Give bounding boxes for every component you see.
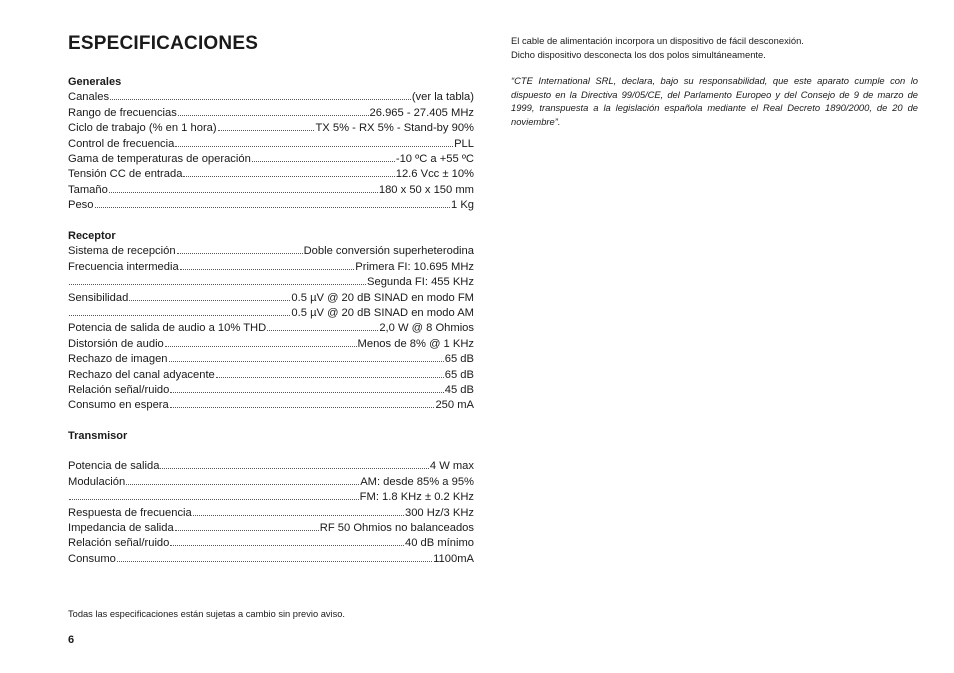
spec-label: Potencia de salida xyxy=(68,460,160,473)
spec-row xyxy=(68,459,474,474)
spec-row xyxy=(68,275,474,290)
conformity-declaration: “CTE International SRL, declara, bajo su responsabilidad, que este aparato cumple con lo dispuesto en la Directiva 99/05/CE, del Parlamento Europeo y del Consejo de 9 de marzo de 1999, transpuesta a la legislación española mediante el Real Decreto 1890/2000, de 20 de noviembre”. xyxy=(511,75,918,127)
spec-value: RF 50 Ohmios no balanceados xyxy=(319,521,474,534)
dot-leader xyxy=(170,545,404,546)
spec-row xyxy=(68,490,474,505)
spec-row xyxy=(68,152,474,167)
spec-row xyxy=(68,536,474,551)
spec-row xyxy=(68,321,474,336)
section-heading-generales: Generales xyxy=(68,76,122,88)
dot-leader xyxy=(218,130,315,131)
spec-row xyxy=(68,506,474,521)
dot-leader xyxy=(126,484,359,485)
spec-label: Potencia de salida de audio a 10% THD xyxy=(68,322,267,335)
spec-label: Control de frecuencia xyxy=(68,137,175,150)
spec-label: Relación señal/ruido xyxy=(68,383,170,396)
spec-value: 0.5 µV @ 20 dB SINAD en modo FM xyxy=(291,291,474,304)
dot-leader xyxy=(177,253,303,254)
spec-value: 65 dB xyxy=(444,353,474,366)
section-generales xyxy=(68,75,474,214)
dot-leader xyxy=(129,300,290,301)
spec-row xyxy=(68,198,474,213)
dot-leader xyxy=(193,515,404,516)
dot-leader xyxy=(170,407,435,408)
spec-row xyxy=(68,291,474,306)
dot-leader xyxy=(69,499,359,500)
spec-row xyxy=(68,337,474,352)
right-column xyxy=(511,34,918,129)
dot-leader xyxy=(109,192,378,193)
spec-value: 4 W max xyxy=(429,460,474,473)
spec-label: Tamaño xyxy=(68,183,108,196)
spec-value: 300 Hz/3 KHz xyxy=(404,506,474,519)
spec-value: 45 dB xyxy=(444,383,474,396)
spec-value: 65 dB xyxy=(444,368,474,381)
spec-value: 180 x 50 x 150 mm xyxy=(378,183,474,196)
spec-label: Tensión CC de entrada xyxy=(68,168,183,181)
spec-label: Relación señal/ruido xyxy=(68,537,170,550)
spec-label: Respuesta de frecuencia xyxy=(68,506,192,519)
spec-row xyxy=(68,398,474,413)
spec-label: Peso xyxy=(68,199,94,212)
spec-value: 1 Kg xyxy=(450,199,474,212)
spec-row xyxy=(68,137,474,152)
dot-leader xyxy=(178,115,369,116)
page-number: 6 xyxy=(68,634,75,646)
dot-leader xyxy=(216,377,444,378)
spec-row xyxy=(68,183,474,198)
section-receptor xyxy=(68,229,474,414)
spec-label: Rango de frecuencias xyxy=(68,106,177,119)
spec-label: Distorsión de audio xyxy=(68,337,164,350)
spec-row xyxy=(68,90,474,105)
spec-value: 250 mA xyxy=(435,399,474,412)
spec-label: Rechazo de imagen xyxy=(68,353,168,366)
spec-row xyxy=(68,106,474,121)
spec-value: (ver la tabla) xyxy=(411,91,474,104)
spec-value: AM: desde 85% a 95% xyxy=(360,475,474,488)
disconnect-note-line-1: El cable de alimentación incorpora un dispositivo de fácil desconexión. xyxy=(511,35,804,46)
spec-row xyxy=(68,368,474,383)
spec-value: 1100mA xyxy=(433,552,474,565)
spec-value: -10 ºC a +55 ºC xyxy=(395,152,474,165)
page-title: ESPECIFICACIONES xyxy=(68,33,259,54)
disconnect-note-line-2: Dicho dispositivo desconecta los dos polos simultáneamente. xyxy=(511,48,766,60)
spec-label: Consumo en espera xyxy=(68,399,169,412)
spec-row xyxy=(68,521,474,536)
dot-leader xyxy=(183,176,394,177)
dot-leader xyxy=(160,468,428,469)
spec-row xyxy=(68,383,474,398)
spec-row xyxy=(68,552,474,567)
spec-value: TX 5% - RX 5% - Stand-by 90% xyxy=(315,122,474,135)
spec-row xyxy=(68,244,474,259)
dot-leader xyxy=(180,269,355,270)
spec-row xyxy=(68,121,474,136)
spec-value: Segunda FI: 455 KHz xyxy=(367,276,474,289)
spec-value: 0.5 µV @ 20 dB SINAD en modo AM xyxy=(291,306,474,319)
dot-leader xyxy=(69,315,290,316)
spec-label: Sistema de recepción xyxy=(68,245,176,258)
dot-leader xyxy=(175,146,453,147)
spec-value: Primera FI: 10.695 MHz xyxy=(355,260,474,273)
spec-label: Gama de temperaturas de operación xyxy=(68,152,251,165)
spec-value: 2,0 W @ 8 Ohmios xyxy=(379,322,474,335)
spec-label: Sensibilidad xyxy=(68,291,129,304)
spec-label: Consumo xyxy=(68,552,116,565)
section-heading-receptor: Receptor xyxy=(68,230,116,242)
dot-leader xyxy=(252,161,395,162)
spec-row xyxy=(68,306,474,321)
spec-label: Frecuencia intermedia xyxy=(68,260,179,273)
spec-row xyxy=(68,475,474,490)
dot-leader xyxy=(95,207,450,208)
spec-row xyxy=(68,167,474,182)
spec-row xyxy=(68,260,474,275)
section-heading-transmisor: Transmisor xyxy=(68,430,128,442)
spec-row xyxy=(68,352,474,367)
dot-leader xyxy=(267,330,378,331)
dot-leader xyxy=(110,99,411,100)
footnote: Todas las especificaciones están sujetas a cambio sin previo aviso. xyxy=(68,609,345,619)
spec-value: Menos de 8% @ 1 KHz xyxy=(357,337,474,350)
spec-label: Ciclo de trabajo (% en 1 hora) xyxy=(68,122,217,135)
dot-leader xyxy=(170,392,443,393)
spec-value: 40 dB mínimo xyxy=(404,537,474,550)
dot-leader xyxy=(169,361,444,362)
spec-label: Modulación xyxy=(68,475,126,488)
spec-value: FM: 1.8 KHz ± 0.2 KHz xyxy=(359,491,474,504)
spec-label: Rechazo del canal adyacente xyxy=(68,368,215,381)
dot-leader xyxy=(175,530,319,531)
spec-value: PLL xyxy=(454,137,474,150)
dot-leader xyxy=(117,561,432,562)
spec-value: 12.6 Vcc ± 10% xyxy=(395,168,474,181)
section-transmisor xyxy=(68,429,474,567)
spec-value: Doble conversión superheterodina xyxy=(303,245,474,258)
spec-label: Canales xyxy=(68,91,110,104)
spec-label: Impedancia de salida xyxy=(68,521,174,534)
dot-leader xyxy=(69,284,366,285)
dot-leader xyxy=(165,346,357,347)
spec-value: 26.965 - 27.405 MHz xyxy=(369,106,474,119)
